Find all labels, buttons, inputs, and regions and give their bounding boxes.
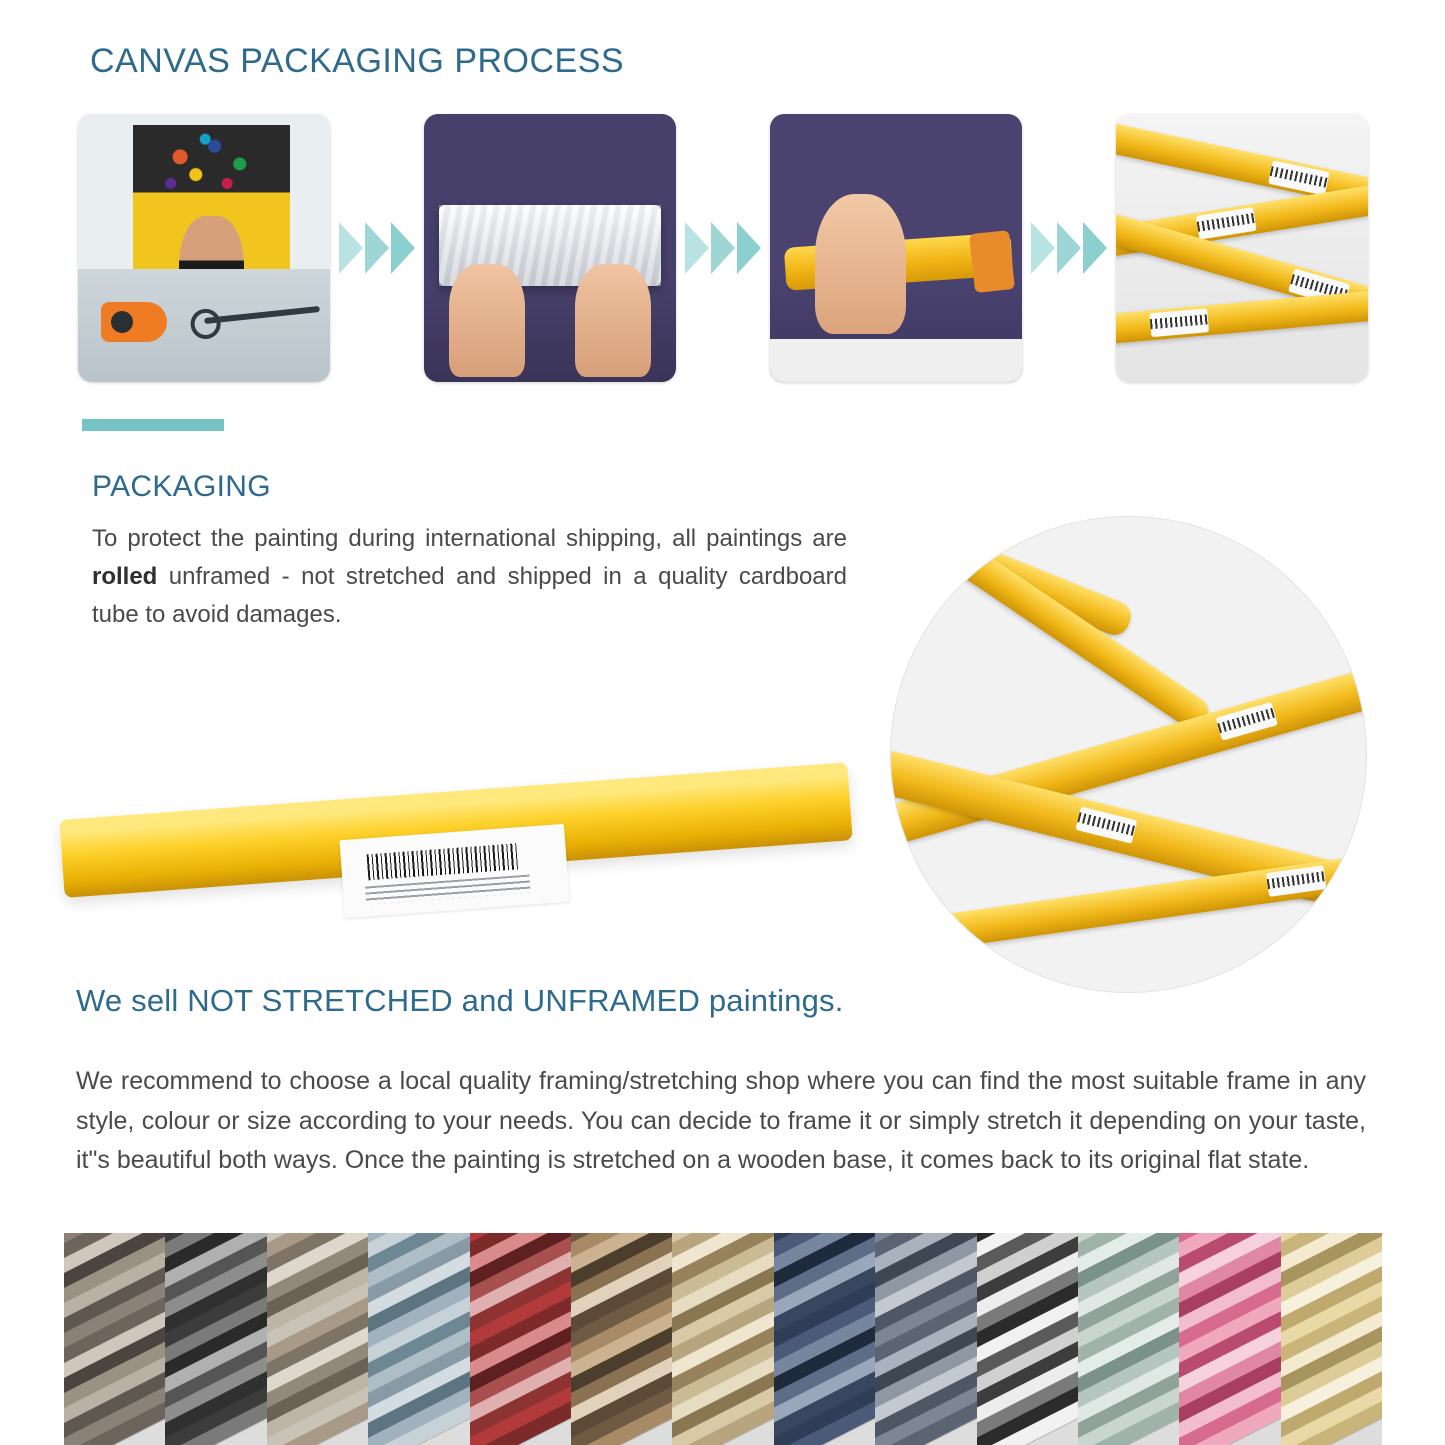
photo-hand bbox=[815, 194, 906, 333]
barcode-icon bbox=[367, 843, 519, 880]
frame-sample-column bbox=[1179, 1233, 1280, 1445]
frame-sample-column bbox=[165, 1233, 266, 1445]
packaging-text-part1: To protect the painting during international shipping, all paintings are bbox=[92, 525, 847, 552]
process-step-image-1 bbox=[78, 114, 330, 382]
photo-tape-dispenser bbox=[969, 230, 1015, 293]
frame-sample-column bbox=[470, 1233, 571, 1445]
page-title: CANVAS PACKAGING PROCESS bbox=[88, 40, 630, 85]
single-tube-photo bbox=[62, 790, 852, 940]
photo-hand-left bbox=[449, 264, 525, 377]
packaging-text-part2: unframed - not stretched and shipped in a quality cardboard tube to avoid damages. bbox=[92, 562, 847, 628]
chevron-right-icon bbox=[339, 222, 363, 274]
barcode-label bbox=[1075, 806, 1137, 843]
photo-shelf bbox=[770, 339, 1022, 382]
process-step-image-3 bbox=[770, 114, 1022, 382]
photo-tube bbox=[920, 522, 1214, 734]
frame-sample-column bbox=[672, 1233, 773, 1445]
frame-samples-strip bbox=[64, 1233, 1382, 1445]
chevron-right-icon bbox=[365, 222, 389, 274]
packaging-bold-word: rolled bbox=[92, 562, 158, 590]
chevron-right-icon bbox=[685, 222, 709, 274]
frame-sample-column bbox=[1078, 1233, 1179, 1445]
frame-sample-column bbox=[1281, 1233, 1382, 1445]
chevron-right-icon bbox=[1057, 222, 1081, 274]
process-arrow-1 bbox=[330, 222, 424, 274]
chevron-right-icon bbox=[1031, 222, 1055, 274]
chevron-right-icon bbox=[711, 222, 735, 274]
frame-sample-column bbox=[571, 1233, 672, 1445]
barcode-label bbox=[1268, 160, 1330, 196]
frame-sample-column bbox=[875, 1233, 976, 1445]
frame-sample-column bbox=[977, 1233, 1078, 1445]
recommendation-paragraph: We recommend to choose a local quality framing/stretching shop where you can find the most suitable frame in any style, colour or size according to your needs. You can decide to frame it or simply stretch it depending on your taste, it"s beautiful both ways. Once the painting is stretched on a wooden base, it comes back to its original flat state. bbox=[76, 1067, 1366, 1174]
shipping-label bbox=[339, 824, 569, 918]
section-headline: We sell NOT STRETCHED and UNFRAMED paintings. bbox=[76, 983, 844, 1018]
chevron-right-icon bbox=[391, 222, 415, 274]
barcode-label bbox=[1216, 701, 1278, 740]
frame-sample-column bbox=[267, 1233, 368, 1445]
photo-tube bbox=[1116, 288, 1368, 346]
packaging-section bbox=[78, 452, 873, 792]
photo-tube bbox=[890, 851, 1367, 957]
packaging-body bbox=[78, 504, 873, 634]
process-arrow-3 bbox=[1022, 222, 1116, 274]
photo-cutter bbox=[101, 302, 167, 342]
section-divider bbox=[82, 419, 224, 431]
packaging-title: PACKAGING bbox=[92, 470, 271, 503]
process-arrow-2 bbox=[676, 222, 770, 274]
photo-hand-right bbox=[575, 264, 651, 377]
tubes-circle-photo bbox=[890, 516, 1367, 993]
frame-sample-column bbox=[774, 1233, 875, 1445]
frame-sample-column bbox=[368, 1233, 469, 1445]
frame-sample-column bbox=[64, 1233, 165, 1445]
packaging-process-strip bbox=[78, 108, 1368, 388]
barcode-label bbox=[1149, 308, 1209, 337]
chevron-right-icon bbox=[737, 222, 761, 274]
process-step-image-2 bbox=[424, 114, 676, 382]
chevron-right-icon bbox=[1083, 222, 1107, 274]
barcode-label bbox=[1266, 865, 1327, 897]
process-step-image-4 bbox=[1116, 114, 1368, 382]
label-text-lines bbox=[365, 875, 531, 905]
barcode-label bbox=[1196, 207, 1257, 240]
